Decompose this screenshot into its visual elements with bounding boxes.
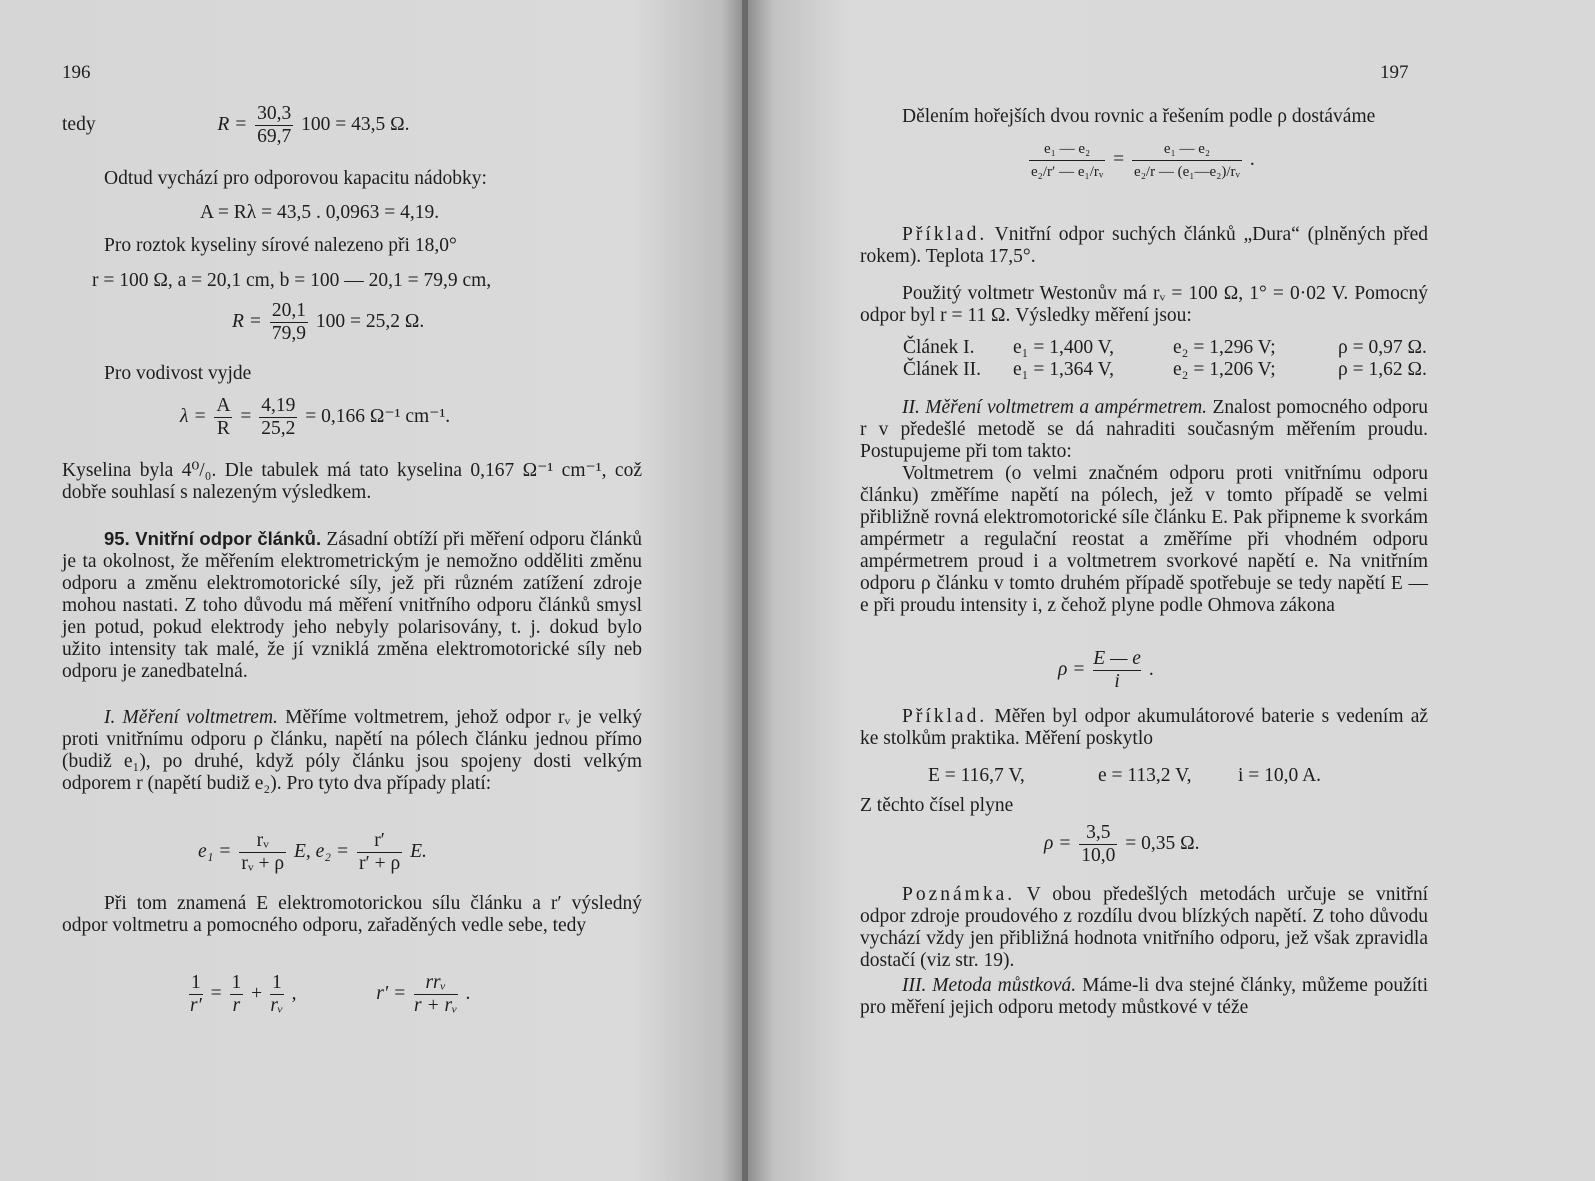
subsection-heading: II. Měření voltmetrem a ampérmetrem.: [902, 397, 1208, 418]
paragraph: Voltmetrem (o velmi značném odporu proti vnitřnímu odporu článku) změříme napětí na pólech, jež v tomto případě se velmi přibližně rovná elektromotorické síle článku E. Pak připneme k svorkám ampérmetr a regulační reostat a změříme při vhodném odporu ampérmetrem proud i a voltmetrem svorkové napětí e. Na vnitřním odporu ρ článku v tomto druhém případě spotřebuje se tedy napětí E — e při proudu intensity i, z čehož plyne podle Ohmova zákona: [860, 463, 1428, 616]
paragraph: Z těchto čísel plyne: [860, 795, 1014, 816]
equation-measured-values: E = 116,7 V, e = 113,2 V, i = 10,0 A.: [928, 765, 1322, 786]
equation-e1-e2: e₁ = $\frac{\text{rᵥ}}{\text{rᵥ + ρ}}$ E, e₂ = $\frac{r'}{r' + \rho}$ E.: [198, 830, 427, 874]
equation-resistance: $\frac{1}{r'}$ = $\frac{1}{r}$ + $\frac{1}{\text{rᵥ}}$ , r′ = $\frac{\text{rrᵥ}}{\text{r + rᵥ}}$ .: [189, 972, 471, 1016]
example-1: Příklad. Vnitřní odpor suchých článků „Dura“ (plněných před rokem). Teplota 17,5°.: [860, 224, 1428, 267]
subsection-bridge-method: III. Metoda můstková. Máme-li dva stejné články, můžeme použíti pro měření jejich odporu metody můstkové v téže: [860, 975, 1428, 1018]
right-page: [748, 0, 1595, 1181]
page-number-right: 197: [1380, 62, 1409, 83]
page-number-left: 196: [62, 62, 91, 83]
left-page: [0, 0, 744, 1181]
equation-capacity: A = Rλ = 43,5 . 0,0963 = 4,19.: [200, 202, 440, 223]
measurement-row-2: Článek II. e₁ = 1,364 V, e₂ = 1,206 V; ρ = 1,62 Ω.: [903, 359, 1427, 380]
measurement-row-1: Článek I. e₁ = 1,400 V, e₂ = 1,296 V; ρ = 0,97 Ω.: [903, 337, 1427, 358]
paragraph: Dělením hořejších dvou rovnic a řešením podle ρ dostáváme: [902, 106, 1376, 127]
paragraph: Kyselina byla 4⁰/₀. Dle tabulek má tato kyselina 0,167 Ω⁻¹ cm⁻¹, což dobře souhlasí s nalezeným výsledkem.: [62, 460, 642, 503]
paragraph: Při tom znamená E elektromotorickou sílu článku a r′ výsledný odpor voltmetru a pomocného odporu, zařaděných vedle sebe, tedy: [62, 893, 642, 936]
paragraph: Použitý voltmetr Westonův má rᵥ = 100 Ω, 1° = 0·02 V. Pomocný odpor byl r = 11 Ω. Výsledky měření jsou:: [860, 283, 1428, 326]
subsection-heading: I. Měření voltmetrem.: [104, 707, 278, 728]
equation-rho-result: ρ = $\frac{3,5}{10,0}$ = 0,35 Ω.: [1044, 822, 1200, 866]
equation-conductivity: λ = $\frac{A}{R}$ = $\frac{4,19}{25,2}$ = 0,166 Ω⁻¹ cm⁻¹.: [180, 395, 451, 439]
section-95: 95. Vnitřní odpor článků. Zásadní obtíží při měření odporu článků je ta okolnost, že měřením elektrometrickým je nemožno odděliti změnu odporu a změnu elektromotorické síly, jež při různém zatížení zdroje mohou nastati. Z toho důvodu má měření vnitřního odporu článků smysl jen potud, pokud elektrody jeho nebyly polarisovány, t. j. dokud bylo užito intensity tak malé, že jí vzniklá změna elektromotorické síly neb odporu je zanedbatelná.: [62, 528, 642, 682]
paragraph: Odtud vychází pro odporovou kapacitu nádobky:: [104, 168, 487, 189]
subsection-voltmeter: I. Měření voltmetrem. Měříme voltmetrem, jehož odpor rᵥ je velký proti vnitřnímu odporu ρ článku, napětí na pólech článku jednou přímo (budiž e₁), po druhé, když póly článku jsou spojeny dosti velkým odporem r (napětí budiž e₂). Pro tyto dva případy platí:: [62, 707, 642, 794]
paragraph: Pro roztok kyseliny sírové nalezeno při 18,0°: [104, 235, 457, 256]
paragraph: Pro vodivost vyjde: [104, 363, 252, 384]
subsection-heading: III. Metoda můstková.: [902, 975, 1077, 996]
equation-rho-general: $\frac{\text{e₁ — e₂}}{\text{e₂/r′ — e₁/rᵥ}}$ = $\frac{\text{e₁ — e₂}}{\text{e₂/r — (e₁—e₂)/rᵥ}}$ .: [1026, 138, 1255, 183]
example-2: Příklad. Měřen byl odpor akumulátorové baterie s vedením až ke stolkům praktika. Měření poskytlo: [860, 706, 1429, 749]
equation-r-value: tedy R = $\frac{30,3}{69,7}$ 100 = 43,5 Ω.: [62, 103, 410, 147]
note: Poznámka. V obou předešlých metodách určuje se vnitřní odpor zdroje proudového z rozdílu dvou blízkých napětí. Z toho důvodu vychází vždy jen přibližná hodnota vnitřního odporu, jež však zpravidla dostačí (viz str. 19).: [860, 884, 1428, 971]
section-heading: 95. Vnitřní odpor článků.: [104, 528, 322, 549]
equation-r-second: R = $\frac{20,1}{79,9}$ 100 = 25,2 Ω.: [232, 300, 425, 344]
equation-parameters: r = 100 Ω, a = 20,1 cm, b = 100 — 20,1 = 79,9 cm,: [92, 270, 492, 291]
equation-ohm: ρ = $\frac{E — e}{i}$ .: [1058, 648, 1154, 692]
subsection-voltmeter-ammeter: II. Měření voltmetrem a ampérmetrem. Znalost pomocného odporu r v předešlé metodě se dá nahraditi současným měřením proudu. Postupujeme při tom takto:: [860, 397, 1428, 462]
